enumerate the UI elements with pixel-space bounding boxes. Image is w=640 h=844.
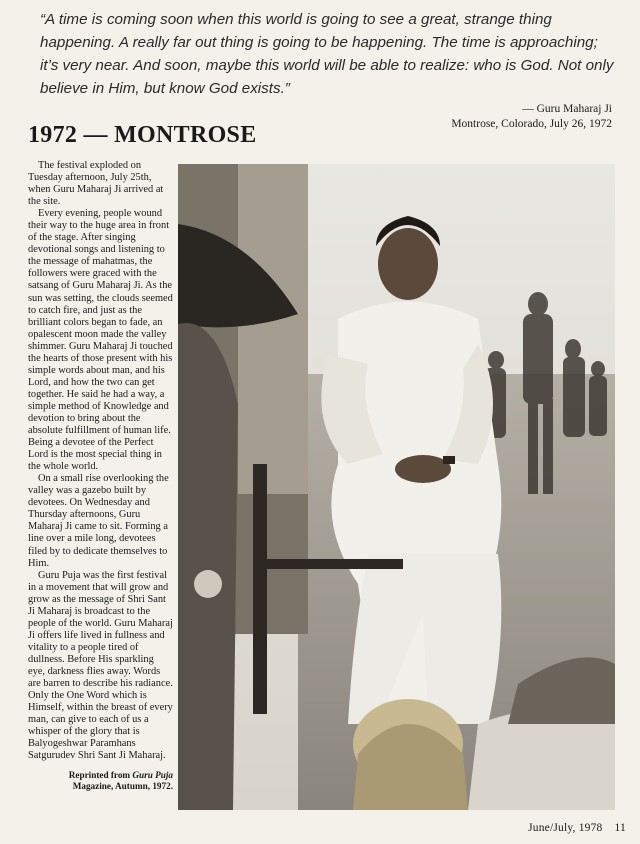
article-paragraph-1: The festival exploded on Tuesday afternoon, July 25th, when Guru Maharaj Ji arrived at the site. — [28, 160, 164, 208]
attribution-name: — Guru Maharaj Ji — [522, 103, 612, 115]
page-number: 11 — [614, 822, 626, 834]
quote-attribution — [312, 102, 612, 132]
photograph-illustration — [178, 164, 615, 810]
article-paragraph-3: On a small rise overlooking the valley was a gazebo built by devotees. On Wednesday and Thursday afternoons, Guru Maharaj Ji came to sit. Forming a line over a mile long, devotees filed by to dedicate themselves to Him. — [28, 473, 169, 569]
article-headline: 1972 — MONTROSE — [28, 122, 257, 148]
reprint-suffix: Magazine, Autumn, 1972. — [72, 781, 173, 792]
reprint-source: Guru Puja — [132, 770, 173, 781]
attribution-place-date: Montrose, Colorado, July 26, 1972 — [451, 118, 612, 130]
reprint-credit — [28, 770, 173, 792]
epigraph-quote: “A time is coming soon when this world is going to see a great, strange thing happening. A really far out thing is going to be happening. The time is approaching; it’s very near. And soon, maybe this world will be able to realize: who is God. Not only believe in Him, but know God exists.” — [40, 11, 614, 97]
issue-date: June/July, 1978 — [528, 822, 603, 834]
article-paragraph-2: Every evening, people wound their way to the huge area in front of the stage. After singing devotional songs and listening to the message of mahatmas, the followers were graced with the satsang of Guru Maharaj Ji. As the sun was setting, the clouds seemed to catch fire, and just as the brilliant colors began to fade, an opalescent moon made the valley shimmer. Guru Maharaj Ji touched the hearts of those present with his simple words about man, and his Lord, and how the two can get together. He said he had a way, a simple method of Knowledge and devotion to bring about the absolute fulfillment of human life. Being a devotee of the Perfect Lord is the most special thing in the whole world. — [28, 208, 173, 473]
article-body — [28, 160, 173, 792]
festival-photograph — [178, 164, 615, 810]
reprint-prefix: Reprinted from — [68, 770, 133, 781]
article-paragraph-4: Guru Puja was the first festival in a movement that will grow and grow as the message of Shri Sant Ji Maharaj is broadcast to the people of the world. Guru Maharaj Ji offers life lived in fullness and vitality to a people tired of dullness. Before His sparkling eye, darkness flies away. Words are barren to describe his radiance. Only the One Word which is Himself, within the breast of every man, can give to each of us a whisper of the glory that is Balyogeshwar Paramhans Satgurudev Shri Sant Ji Maharaj. — [28, 569, 173, 762]
page-footer — [528, 822, 626, 834]
